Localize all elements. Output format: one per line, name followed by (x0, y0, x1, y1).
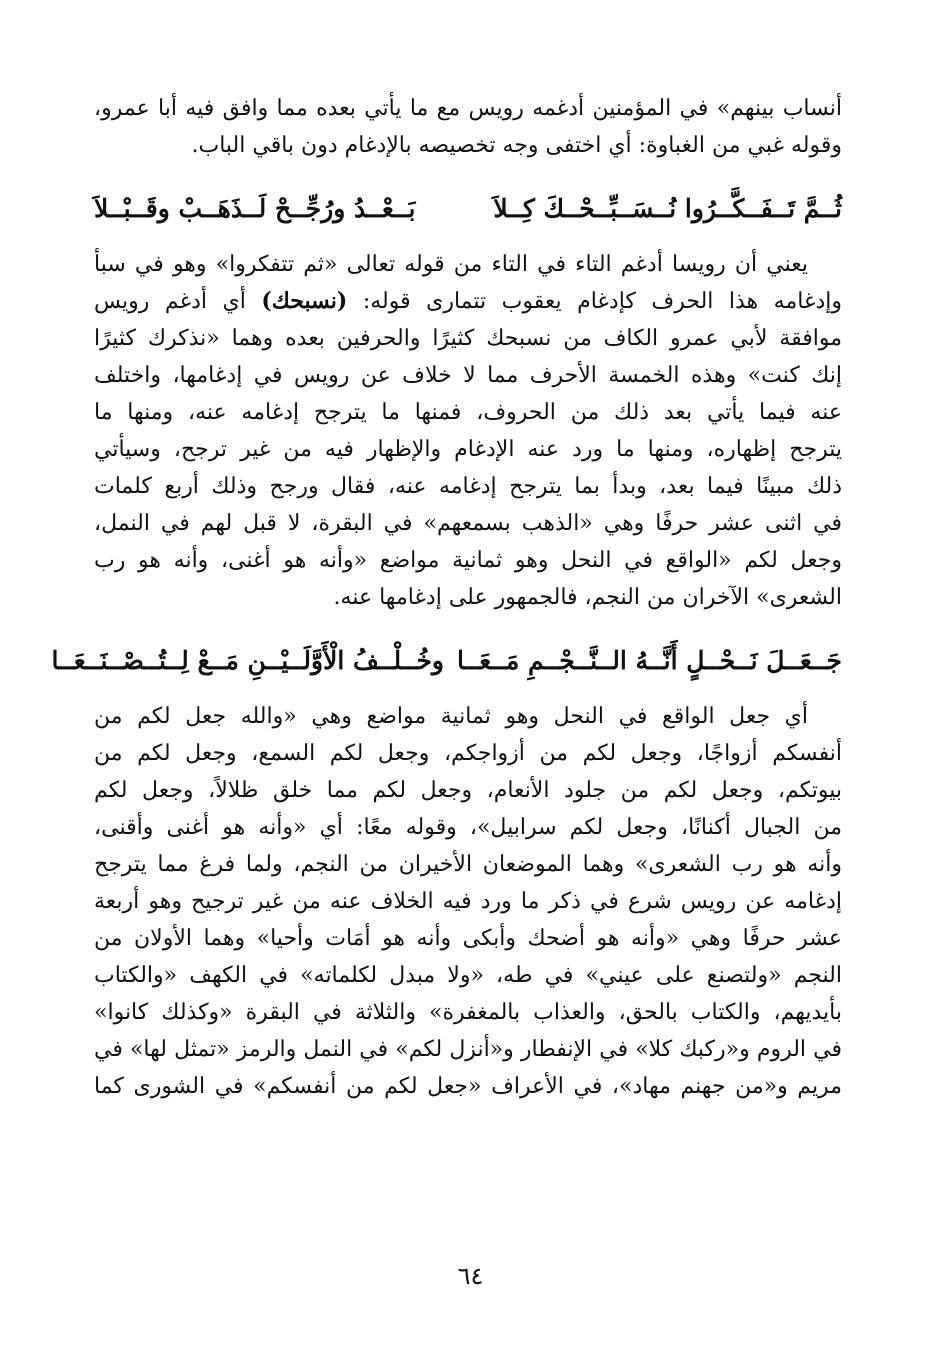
page-body (51, 90, 842, 1105)
text-line: يعني أن رويسا أدغم التاء في التاء من قوله تعالى «ثم تتفكروا» وهو في سبأ (94, 252, 808, 277)
text-line: عشر حرفًا وهي «وأنه هو أضحك وأبكى وأنه هو أمَات وأحيا» وهما الأولان من (94, 926, 842, 951)
text-line: أنساب بينهم» في المؤمنين أدغمه رويس مع ما يأتي بعده مما وافق فيه أبا عمرو، (94, 96, 842, 121)
text-segment: وإدغامه هذا الحرف كإدغام يعقوب تتمارى قوله: (362, 289, 842, 314)
text-line: موافقة لأبي عمرو الكاف من نسبحك كثيرًا والحرفين بعده وهما «نذكرك كثيرًا (94, 326, 842, 351)
verse-1-first-hemistich: ثُــمَّ تَــفَــكَّــرُوا نُــسَــبِّــحْــكَ كِــلاَ (493, 194, 842, 223)
text-line: عنه فيما يأتي بعد ذلك من الحروف، فمنها ما يترجح إدغامه عنه، ومنها ما (94, 400, 842, 425)
text-line: ذلك مبينًا فيما بعد، وبدأ بما يترجح إدغامه عنه، فقال ورجح وذلك أربع كلمات (94, 474, 842, 499)
commentary-1 (94, 246, 842, 616)
text-line: بيوتكم، وجعل لكم من جلود الأنعام، وجعل لكم مما خلق ظلالاً، وجعل لكم (94, 778, 842, 803)
text-line: وأنه هو رب الشعرى» وهما الموضعان الأخيران من النجم، ولما فرغ مما يترجح (94, 852, 842, 877)
commentary-2 (94, 698, 842, 1105)
text-line: وجعل لكم «الواقع في النحل وهو ثمانية مواضع «وأنه هو أغنى، وأنه هو رب (94, 548, 842, 573)
text-segment: أي أدغم رويس (94, 289, 246, 314)
text-line: إدغامه عن رويس شرع في ذكر ما ورد فيه الخلاف عنه من غير ترجيح وهو أربعة (94, 889, 842, 914)
text-line: أي جعل الواقع في النحل وهو ثمانية مواضع وهي «والله جعل لكم من (94, 704, 808, 729)
text-line: النجم «ولتصنع على عيني» في طه، «ولا مبدل لكلماته» في الكهف «والكتاب (94, 963, 842, 988)
intro-paragraph (94, 90, 842, 164)
text-line: بأيديهم، والكتاب بالحق، والعذاب بالمغفرة» والثلاثة في البقرة «وكذلك كانوا» (94, 1000, 842, 1025)
verse-2-first-hemistich: جَــعَــلَ نَــحْــلٍ أَنَّــهُ الــنَّــجْــمِ مَــعَــا (456, 646, 842, 675)
page-number: ٦٤ (457, 1262, 484, 1290)
text-line: إنك كنت» وهذه الخمسة الأحرف مما لا خلاف عن رويس في إدغامها، واختلف (94, 363, 842, 388)
text-line: مريم و«من جهنم مهاد»، في الأعراف «جعل لكم من أنفسكم» في الشورى كما (94, 1074, 842, 1099)
text-line: في الروم و«ركبك كلا» في الإنفطار و«أنزل لكم» في النمل والرمز «تمثل لها» في (94, 1037, 842, 1062)
text-line: في اثنى عشر حرفًا وهي «الذهب بسمعهم» في البقرة، لا قبل لهم في النمل، (94, 511, 842, 536)
verse-1 (94, 182, 842, 236)
text-line: وقوله غبي من الغباوة: أي اختفى وجه تخصيصه بالإدغام دون باقي الباب. (191, 133, 842, 158)
verse-2-second-hemistich: وخُــلْــفُ الْأَوَّلَــيْــنِ مَــعْ لِــتُــصْــنَــعَــا (51, 646, 444, 675)
verse-2 (51, 634, 842, 688)
text-line: من الجبال أكنانًا، وجعل لكم سرابيل»، وقوله معًا: أي «وأنه هو أغنى وأقنى، (94, 815, 842, 840)
text-line: يترجح إظهاره، ومنها ما ورد عنه الإدغام والإظهار فيه من غير ترجح، وسيأتي (94, 437, 842, 462)
text-line: أنفسكم أزواجًا، وجعل لكم من أزواجكم، وجعل لكم السمع، وجعل لكم من (94, 741, 842, 766)
text-line: الشعرى» الآخران من النجم، فالجمهور على إدغامها عنه. (333, 585, 842, 610)
bold-term: (نسبحك) (261, 288, 348, 314)
text-line-with-bold (94, 283, 842, 320)
verse-1-second-hemistich: بَــعْــدُ ورُجِّــحْ لَــذَهَــبْ وقَــبْــلاَ (94, 194, 416, 223)
